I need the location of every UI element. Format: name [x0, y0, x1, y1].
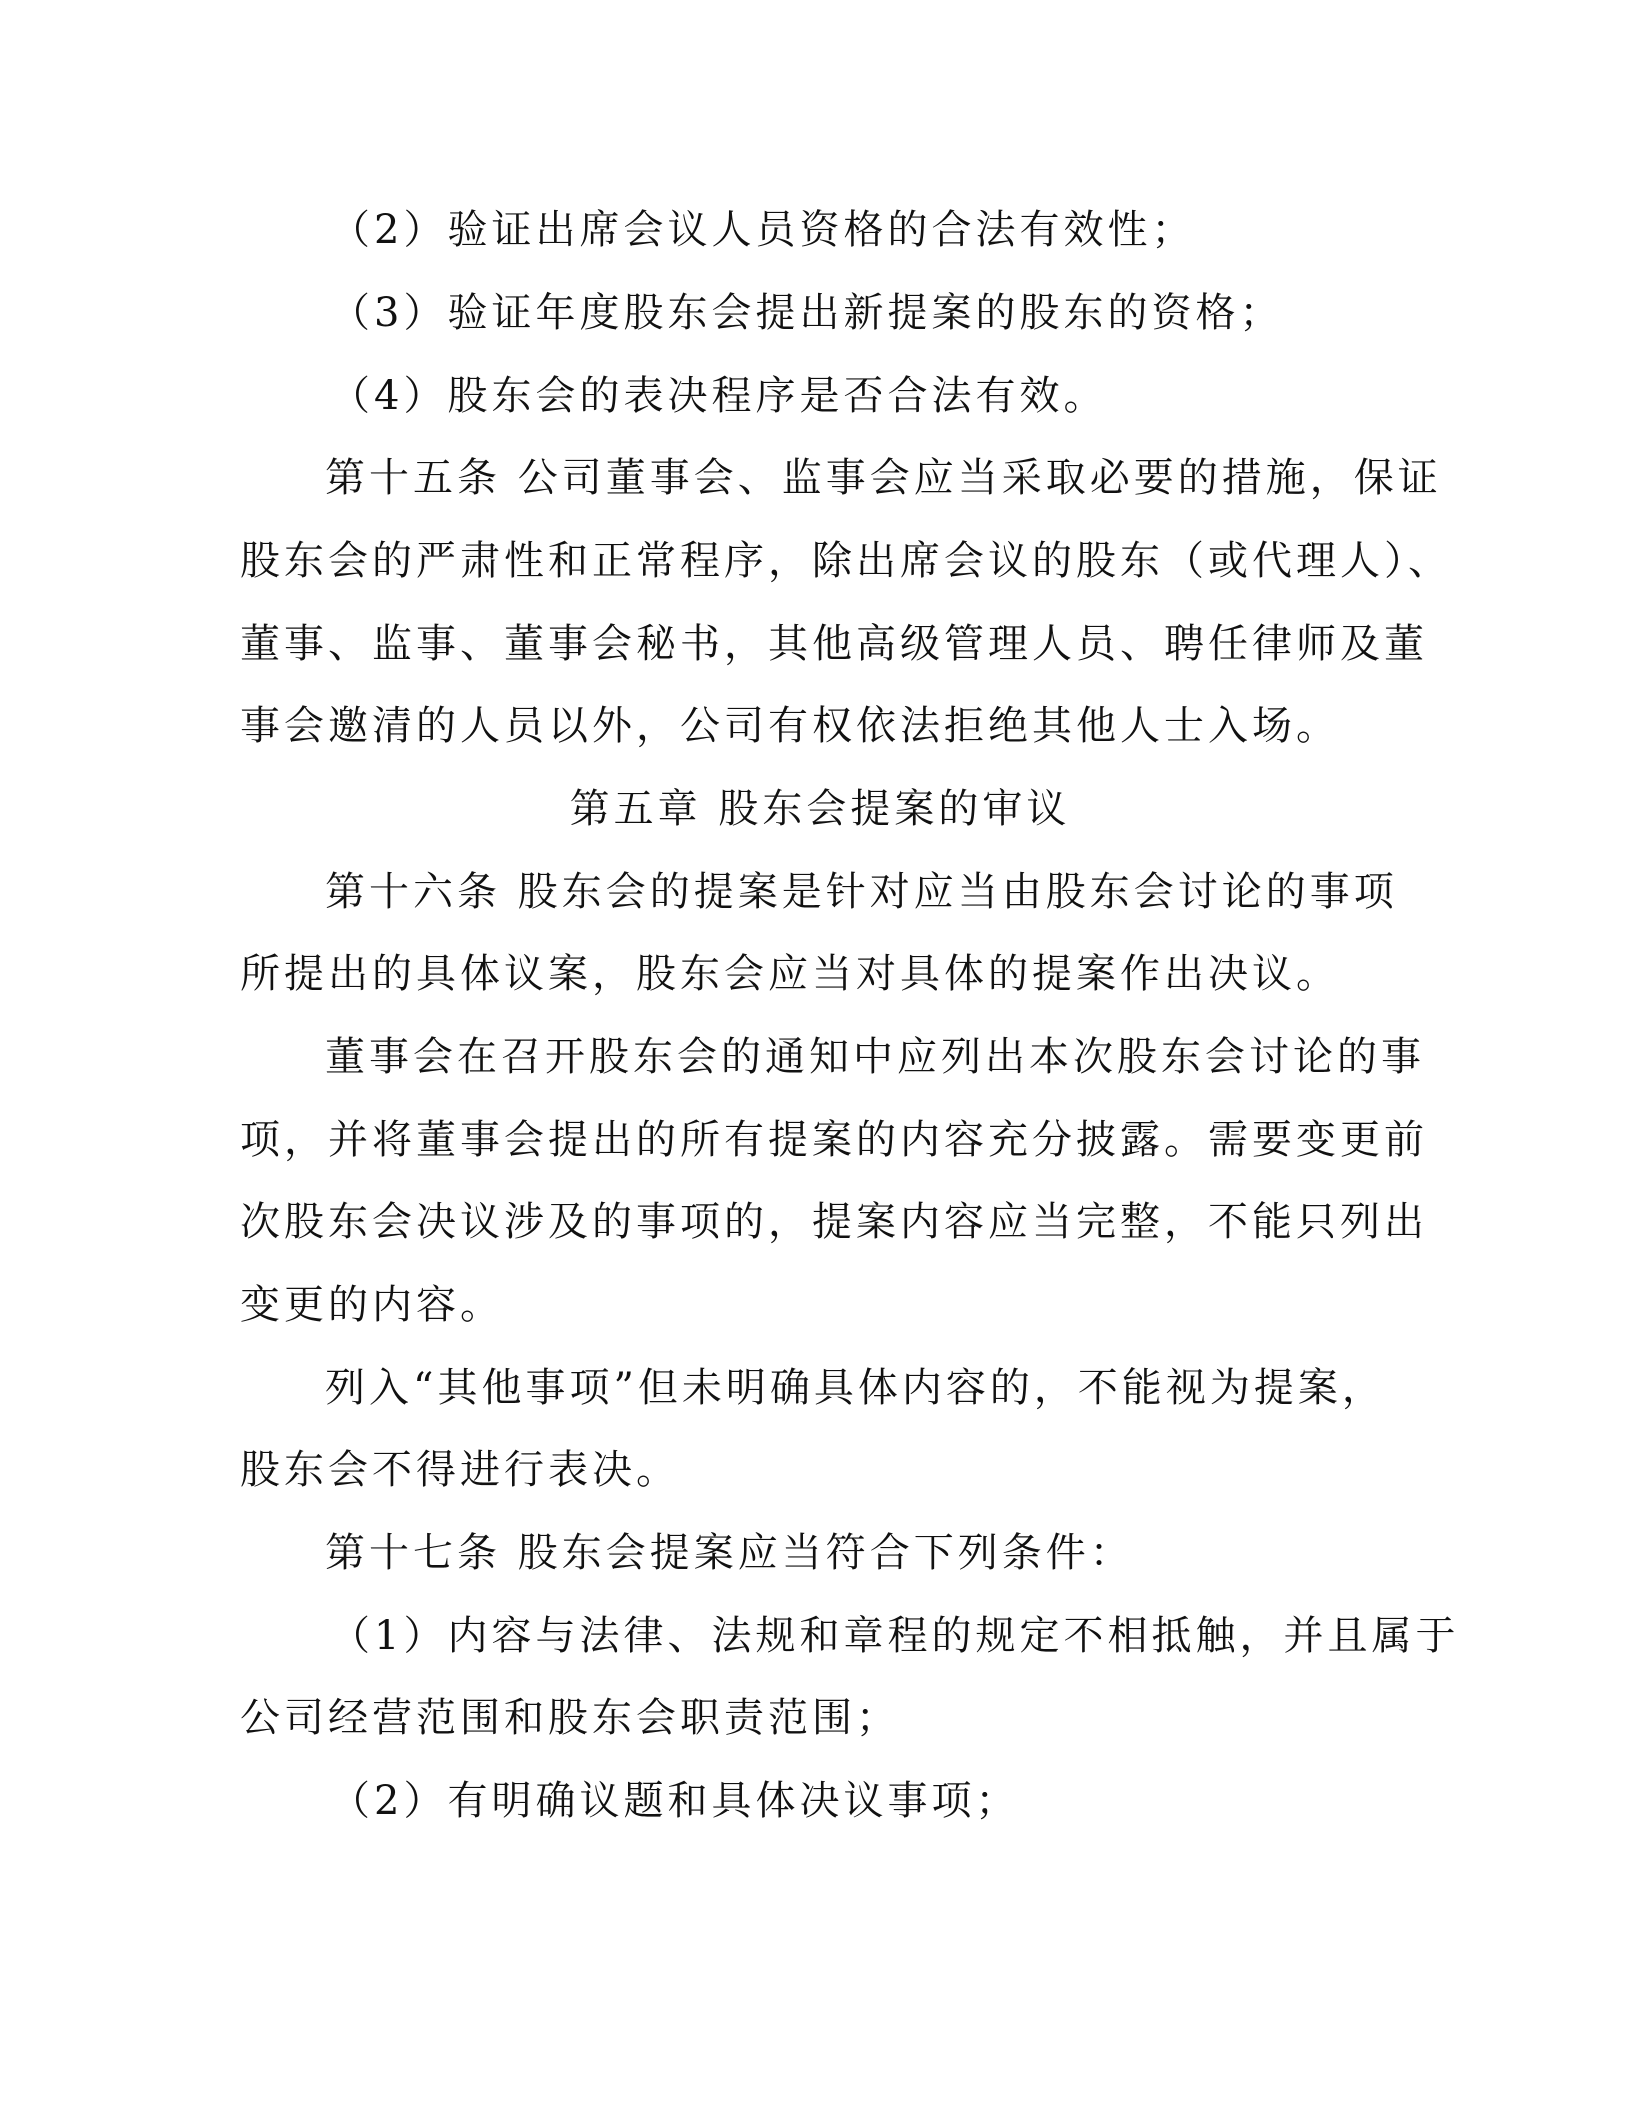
article-15-line-4: 事会邀清的人员以外，公司有权依法拒绝其他人士入场。 — [240, 703, 1340, 749]
list-item-voting-procedure-validity: （4）股东会的表决程序是否合法有效。 — [330, 373, 1108, 419]
board-notice-paragraph-line-1: 董事会在召开股东会的通知中应列出本次股东会讨论的事 — [325, 1034, 1425, 1080]
list-item-verify-proposer-qualification: （3）验证年度股东会提出新提案的股东的资格； — [330, 290, 1284, 336]
list-item-verify-attendee-qualification: （2）验证出席会议人员资格的合法有效性； — [330, 207, 1196, 253]
article-16-line-1: 第十六条 股东会的提案是针对应当由股东会讨论的事项 — [325, 869, 1398, 915]
board-notice-paragraph-line-2: 项，并将董事会提出的所有提案的内容充分披露。需要变更前 — [240, 1117, 1428, 1163]
list-item-content-compliance-line-2: 公司经营范围和股东会职责范围； — [240, 1695, 900, 1741]
board-notice-paragraph-line-4: 变更的内容。 — [240, 1282, 504, 1328]
chapter-5-heading: 第五章 股东会提案的审议 — [569, 786, 1071, 832]
article-17-heading-line: 第十七条 股东会提案应当符合下列条件： — [325, 1530, 1134, 1576]
other-matters-paragraph-line-1: 列入“其他事项”但未明确具体内容的，不能视为提案， — [325, 1365, 1386, 1411]
other-matters-paragraph-line-2: 股东会不得进行表决。 — [240, 1447, 680, 1493]
board-notice-paragraph-line-3: 次股东会决议涉及的事项的，提案内容应当完整，不能只列出 — [240, 1199, 1428, 1245]
article-16-line-2: 所提出的具体议案，股东会应当对具体的提案作出决议。 — [240, 951, 1340, 997]
list-item-clear-topic: （2）有明确议题和具体决议事项； — [330, 1778, 1020, 1824]
list-item-content-compliance-line-1: （1）内容与法律、法规和章程的规定不相抵触，并且属于 — [330, 1613, 1460, 1659]
article-15-line-2: 股东会的严肃性和正常程序，除出席会议的股东（或代理人）、 — [240, 538, 1452, 584]
article-15-line-3: 董事、监事、董事会秘书，其他高级管理人员、聘任律师及董 — [240, 621, 1428, 667]
article-15-line-1: 第十五条 公司董事会、监事会应当采取必要的措施，保证 — [325, 455, 1442, 501]
